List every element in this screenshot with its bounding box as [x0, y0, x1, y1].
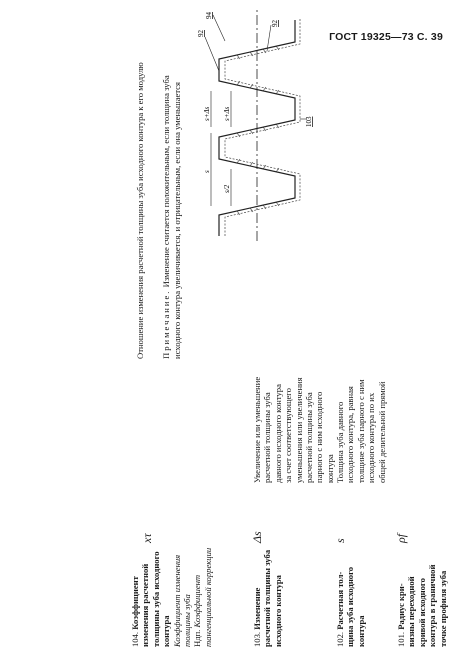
note-block: Примечание. Изменение считается положительным, если толщина зуба исходного контура увеличивается, и отрицательным, если она уменьшается: [161, 75, 182, 359]
label-sds-a: s+Δs: [203, 106, 211, 121]
label-92b: 92: [271, 20, 279, 27]
term-name-103: 103. Изменение расчетной толщины зуба исходного контура: [252, 549, 283, 647]
term-definition-104: Отношение изменения расчетной толщины зуба исходного контура к его модулю: [135, 62, 145, 359]
label-94: 94: [205, 12, 213, 19]
label-103: 103: [305, 116, 313, 127]
term-definition-102: Толщина зуба давного исходного контура, равная толщине зуба парного с ним исходного контура по их общей делительной прямой: [335, 379, 387, 483]
leader-92a: [205, 37, 219, 71]
term-symbol-103: Δs: [250, 531, 264, 543]
term-symbol-104: xτ: [140, 533, 154, 543]
page-header: ГОСТ 19325—73 С. 39: [329, 31, 443, 43]
term-definition-103: Увеличение или уменьшение расчетной толщины зуба давного исходного контура за счет соответствующего уменьшения или увеличения расчетной толщины зуба парного с ним исходного контура: [252, 376, 335, 483]
label-sds-b: s+Δs: [223, 106, 231, 121]
tooth-profile-figure: [197, 9, 313, 241]
term-symbol-101: ρf: [394, 533, 408, 543]
term-name-102: 102. Расчетная тол- щина зуба исходного контура: [335, 566, 366, 647]
label-92a: 92: [197, 30, 205, 37]
label-s-half: s/2: [223, 184, 231, 193]
term-name-104: 104. Коэффициент изменения расчетной толщины зуба исходного контура Коэффициент изменения толщины зуба Ндп. Коэффициент тангенциальной коррекции: [130, 547, 213, 647]
term-symbol-102: s: [333, 538, 347, 543]
label-s: s: [203, 170, 211, 173]
profile-hatching: [237, 46, 279, 215]
term-name-101: 101. Радиус кри- визны переходной кривой исходного контура в граничной точке профиля зуба: [396, 564, 448, 647]
leader-94: [213, 15, 225, 41]
